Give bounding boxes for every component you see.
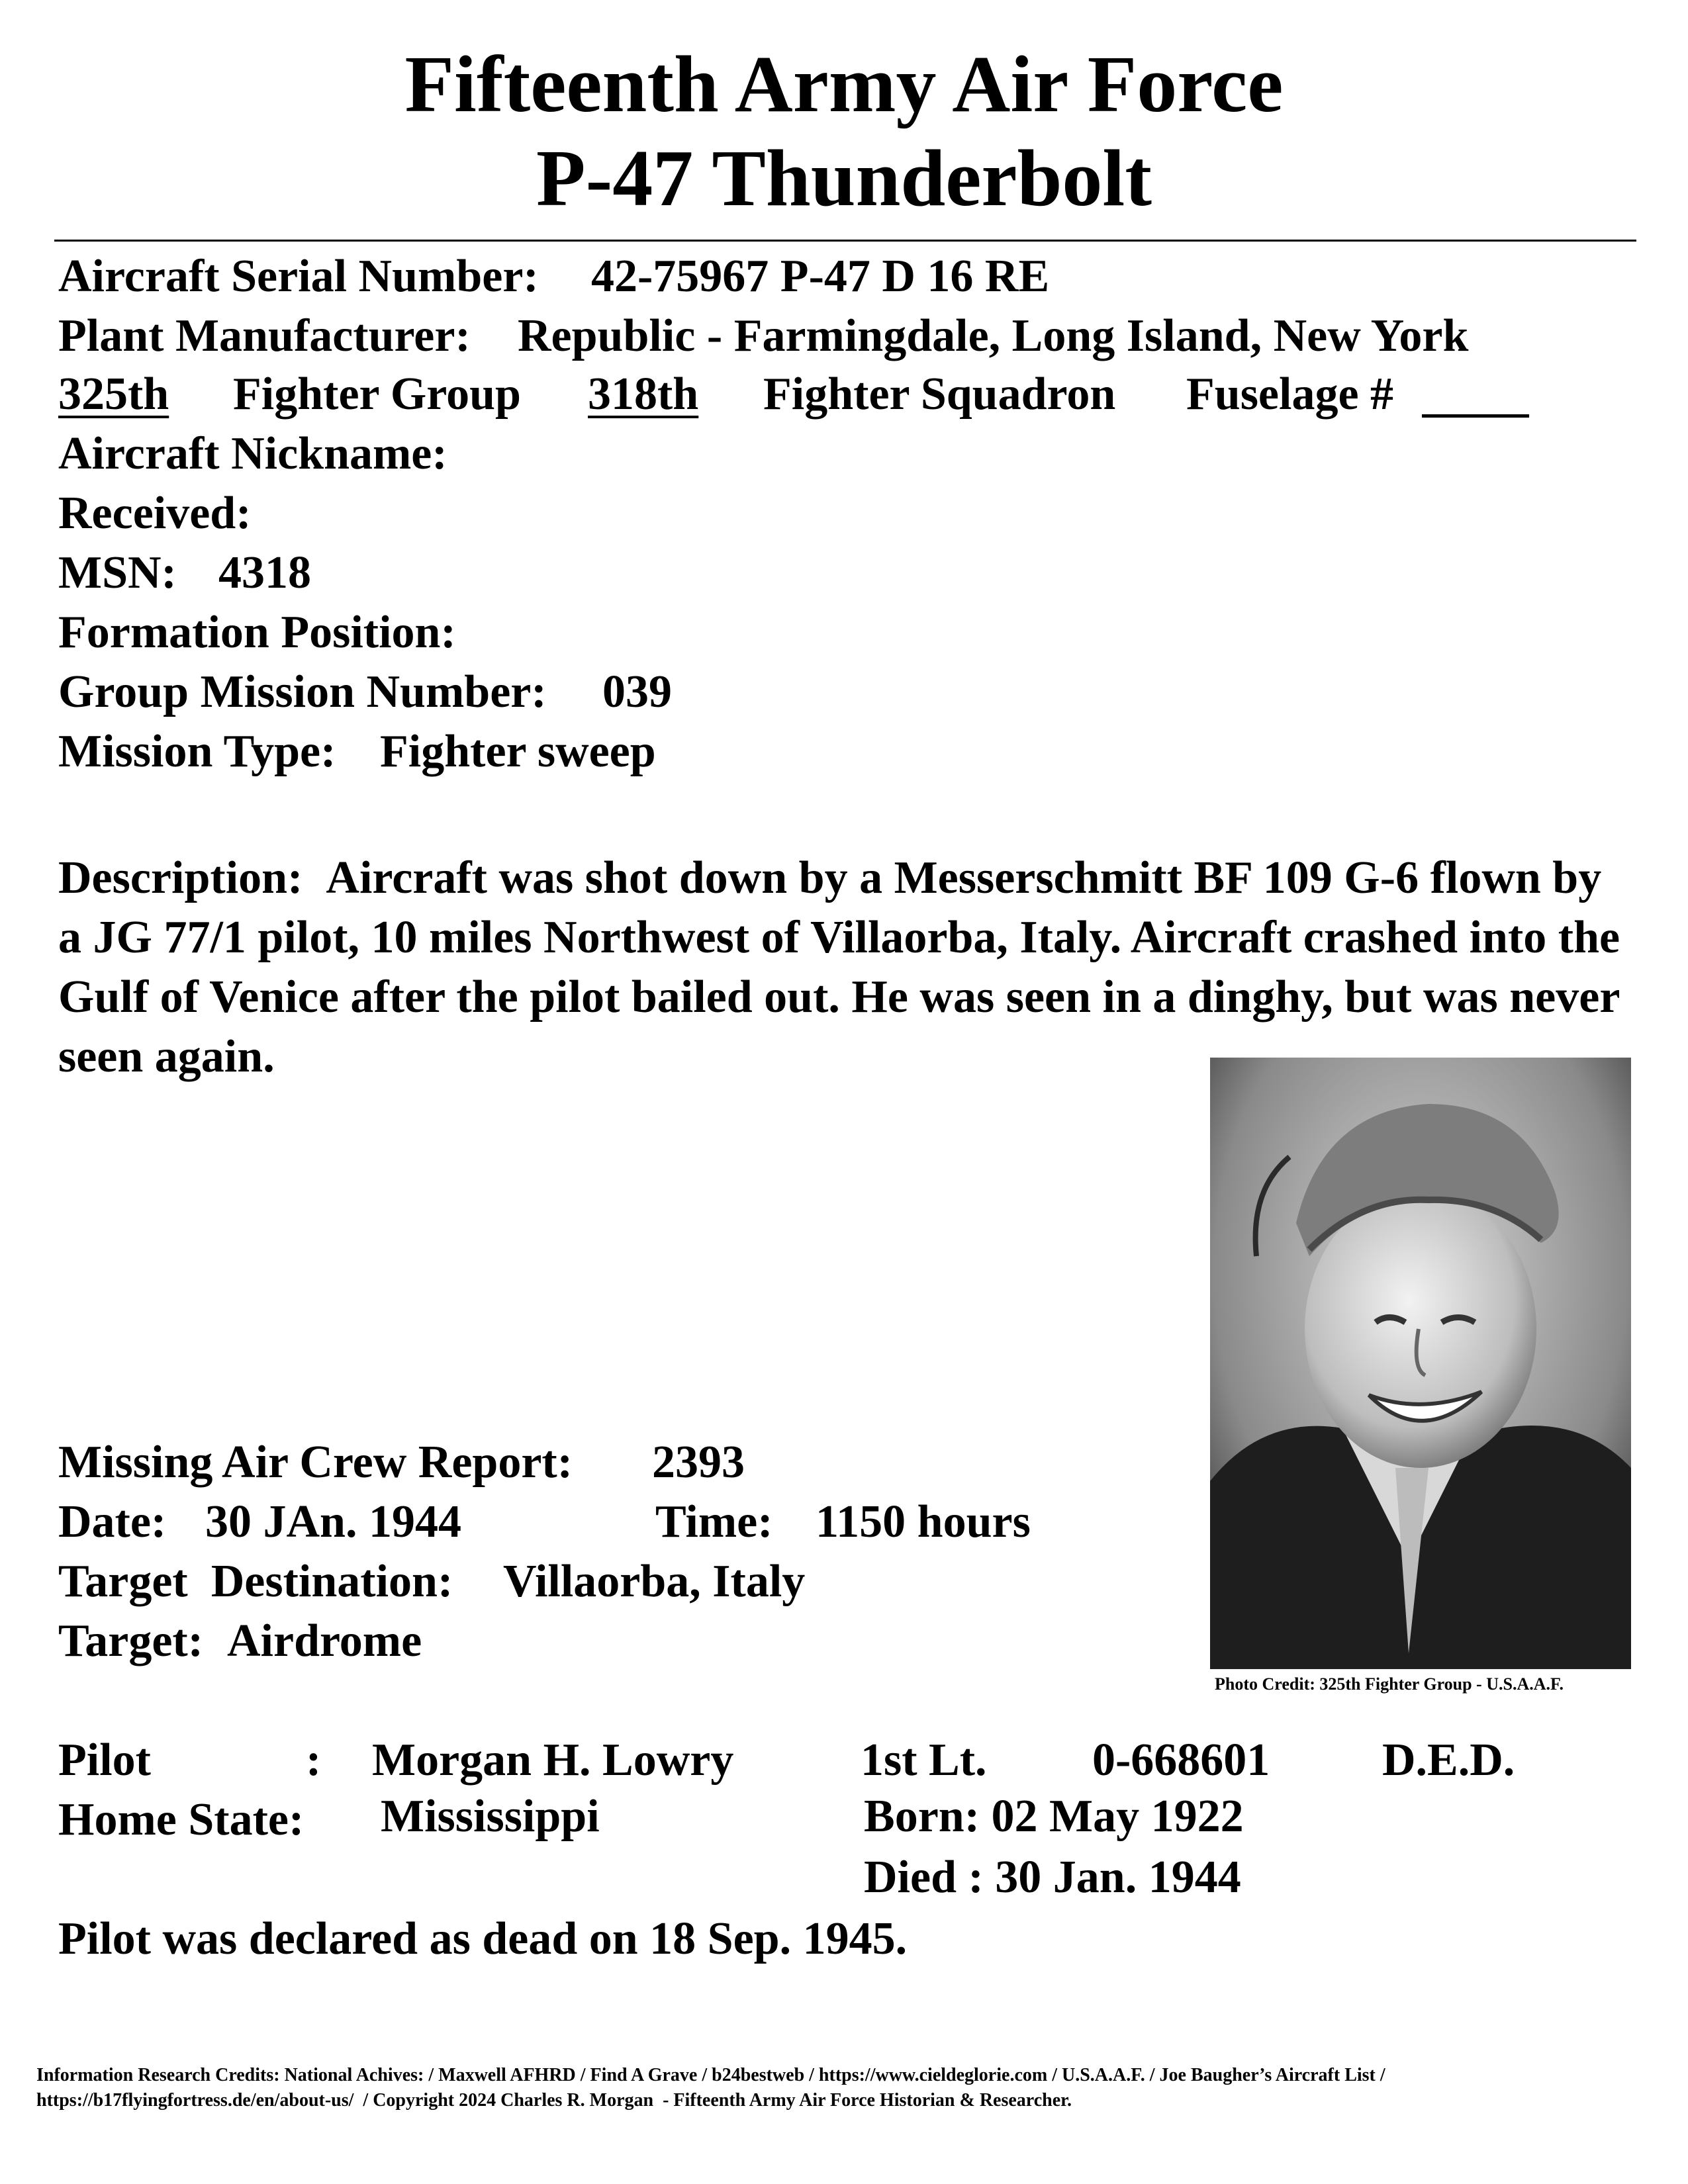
fuselage-blank-line [1422,414,1529,418]
macr-label: Missing Air Crew Report: [58,1437,573,1488]
pilot-died: Died : 30 Jan. 1944 [864,1852,1241,1903]
fighter-squadron-value: 318th [588,369,699,420]
msn-value: 4318 [218,547,311,598]
serial-label: Aircraft Serial Number: [58,251,539,302]
pilot-declared-dead: Pilot was declared as dead on 18 Sep. 1945. [58,1913,908,1964]
target-label: Target: [58,1615,204,1666]
target-value: Airdrome [227,1615,422,1666]
pilot-rank: 1st Lt. [861,1735,987,1786]
msn-label: MSN: [58,547,177,598]
mission-number-value: 039 [602,666,672,717]
plant-label: Plant Manufacturer: [58,310,471,361]
time-value: 1150 hours [816,1496,1031,1547]
pilot-photo [1210,1058,1631,1669]
fighter-group-label: Fighter Group [233,369,521,420]
description-text: Aircraft was shot down by a Messerschmitt BF 109 G-6 flown by a JG 77/1 pilot, 10 miles Northwest of Villaorba, Italy. Aircraft crashed into the Gulf of Venice after the pilot bailed out. He was seen in a dinghy, but was never seen again. [58,852,1620,1082]
pilot-colon: : [306,1735,322,1786]
date-value: 30 JAn. 1944 [205,1496,461,1547]
fighter-squadron-label: Fighter Squadron [763,369,1116,420]
page-title-line-1: Fifteenth Army Air Force [404,40,1284,129]
pilot-status: D.E.D. [1382,1735,1515,1786]
mission-type-value: Fighter sweep [380,726,656,777]
target-destination-value: Villaorba, Italy [503,1556,806,1607]
fighter-group-value: 325th [58,369,169,420]
date-label: Date: [58,1496,167,1547]
serial-value: 42-75967 P-47 D 16 RE [591,251,1050,302]
pilot-born: Born: 02 May 1922 [864,1791,1244,1842]
macr-value: 2393 [652,1437,745,1488]
pilot-service-number: 0-668601 [1092,1735,1270,1786]
description-paragraph [58,848,1634,1087]
pilot-name: Morgan H. Lowry [372,1735,734,1786]
mission-type-label: Mission Type: [58,726,336,777]
footer-credits-line-1: Information Research Credits: National Achives: / Maxwell AFHRD / Find A Grave / b24bestweb / https://www.cieldeglorie.com / U.S.A.A.F. / Joe Baugher’s Aircraft List / [36,2065,1385,2085]
time-label: Time: [655,1496,773,1547]
home-state-value: Mississippi [381,1791,600,1842]
plant-value: Republic - Farmingdale, Long Island, New York [518,310,1469,361]
fuselage-label: Fuselage # [1186,369,1394,420]
header-divider [54,240,1636,242]
received-label: Received: [58,488,252,539]
pilot-label: Pilot [58,1735,151,1786]
formation-label: Formation Position: [58,607,456,658]
nickname-label: Aircraft Nickname: [58,428,447,479]
home-state-label: Home State: [58,1794,305,1845]
description-label: Description: [58,852,303,903]
page-title-line-2: P-47 Thunderbolt [536,134,1152,223]
mission-number-label: Group Mission Number: [58,666,547,717]
photo-credit: Photo Credit: 325th Fighter Group - U.S.A.A.F. [1215,1674,1564,1694]
footer-credits-line-2: https://b17flyingfortress.de/en/about-us/ / Copyright 2024 Charles R. Morgan - Fifteenth Army Air Force Historian & Researcher. [36,2090,1072,2111]
pilot-portrait-image [1210,1058,1631,1669]
target-destination-label: Target Destination: [58,1556,453,1607]
